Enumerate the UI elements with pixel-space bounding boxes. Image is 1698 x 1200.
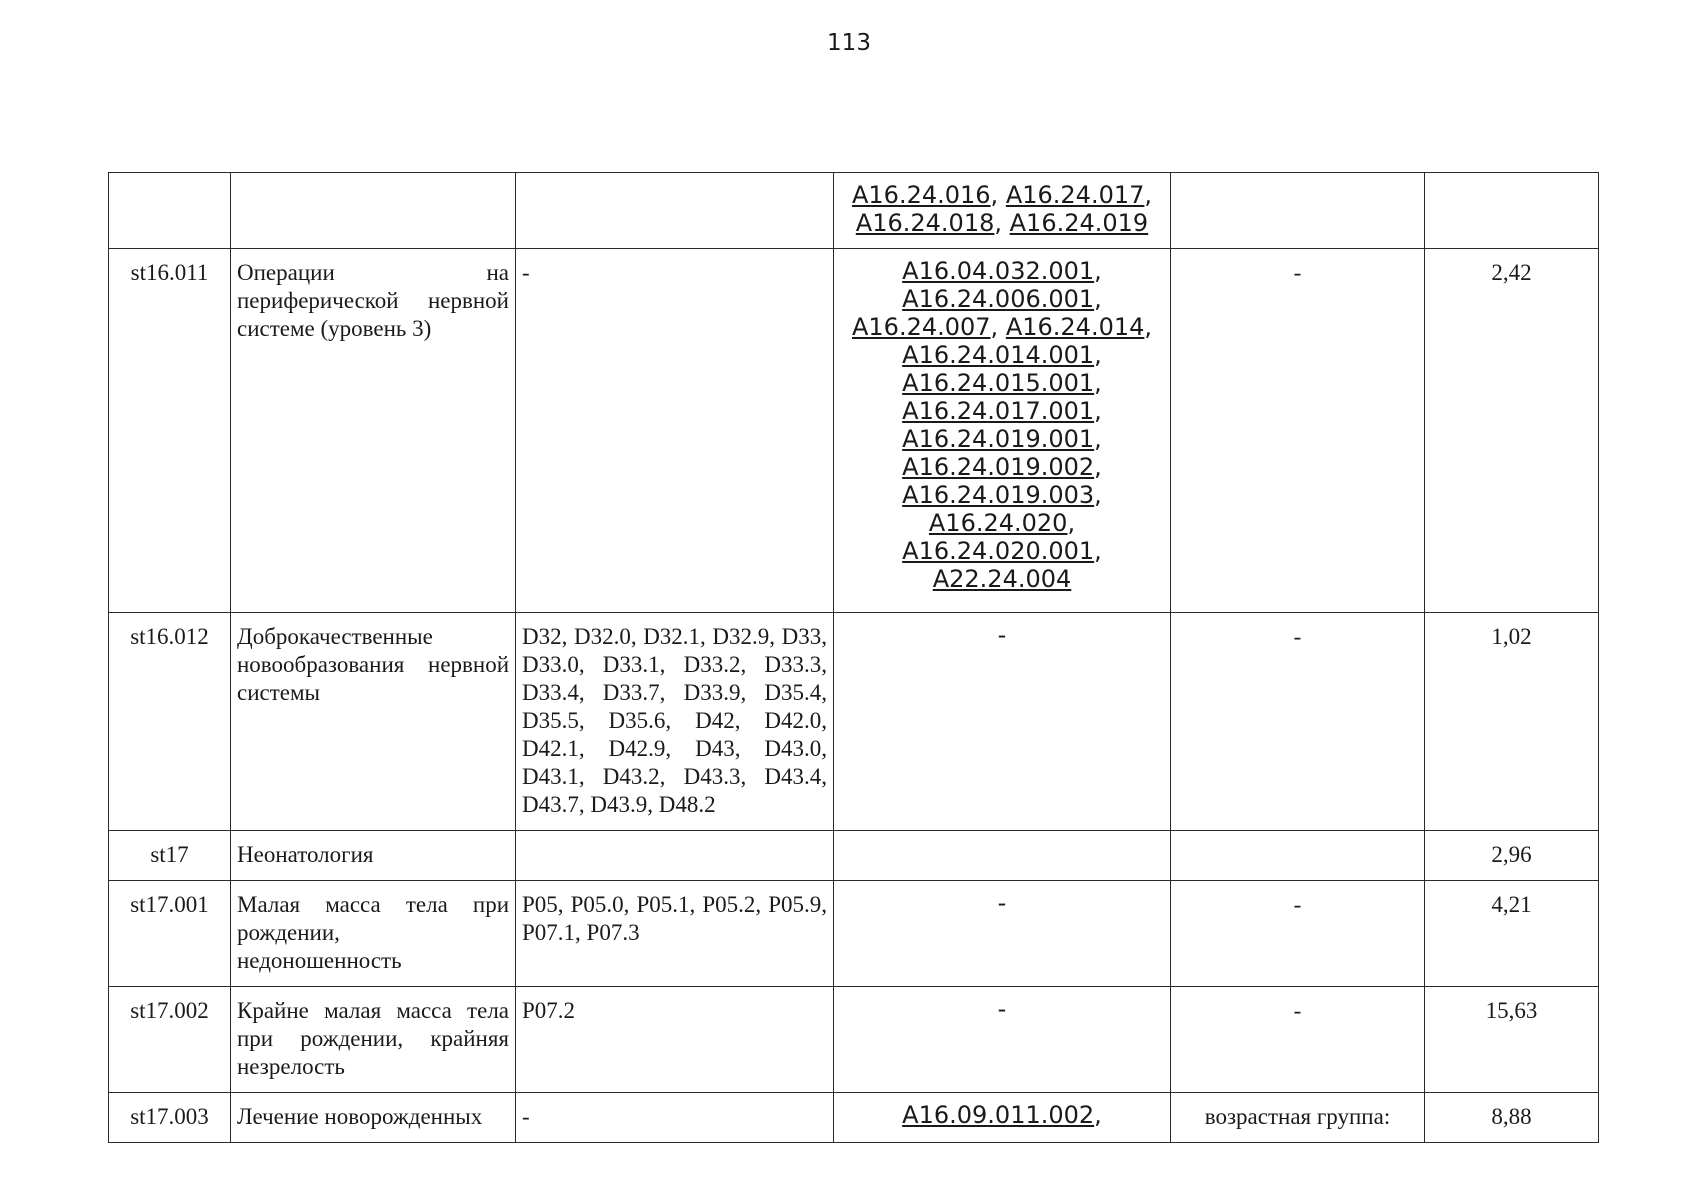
operation-code-link[interactable]: A16.24.019.001 xyxy=(902,425,1095,453)
row-name-cell: Крайне малая масса тела при рождении, крайняя незрелость xyxy=(231,987,516,1093)
operation-code-link[interactable]: A16.24.019.003 xyxy=(902,481,1095,509)
row-criteria-cell xyxy=(1171,173,1425,249)
row-operations-cell xyxy=(834,1093,1171,1143)
row-name-cell: Малая масса тела при рождении, недоношенность xyxy=(231,881,516,987)
operations-line: A16.24.019.001, xyxy=(902,425,1102,453)
row-criteria-cell: - xyxy=(1171,249,1425,613)
table-row xyxy=(109,173,1599,249)
row-operations-cell xyxy=(834,987,1171,1093)
operations-line: A16.24.017.001, xyxy=(902,397,1102,425)
operation-code-link[interactable]: A16.24.015.001 xyxy=(902,369,1095,397)
row-criteria-cell xyxy=(1171,831,1425,881)
table-row xyxy=(109,249,1599,613)
operations-line: A16.24.016, A16.24.017, xyxy=(851,181,1153,209)
operations-line: A16.24.018, A16.24.019 xyxy=(855,209,1149,237)
operation-code-link[interactable]: A16.24.018 xyxy=(855,209,995,237)
row-coefficient-cell: 15,63 xyxy=(1425,987,1599,1093)
operations-line: A16.24.015.001, xyxy=(902,369,1102,397)
row-criteria-cell: возрастная группа: xyxy=(1171,1093,1425,1143)
row-code-cell: st17.002 xyxy=(109,987,231,1093)
row-diagnoses-cell: D32, D32.0, D32.1, D32.9, D33, D33.0, D33.1, D33.2, D33.3, D33.4, D33.7, D33.9, D35.4, D35.5, D35.6, D42, D42.0, D42.1, D42.9, D43, D43.0, D43.1, D43.2, D43.3, D43.4, D43.7, D43.9, D48.2 xyxy=(516,613,834,831)
operations-line xyxy=(840,995,1164,1023)
operation-code-link[interactable]: A16.24.016 xyxy=(851,181,991,209)
operation-code-link[interactable]: A16.24.014 xyxy=(1005,313,1145,341)
page-number: 113 xyxy=(827,30,871,56)
row-diagnoses-cell xyxy=(516,173,834,249)
operation-code-link[interactable]: A16.24.017.001 xyxy=(902,397,1095,425)
operation-dash: - xyxy=(997,889,1007,917)
operations-line: A16.09.011.002, xyxy=(902,1101,1102,1129)
row-coefficient-cell xyxy=(1425,173,1599,249)
operation-code-link[interactable]: A16.24.020.001 xyxy=(902,537,1095,565)
table-row xyxy=(109,831,1599,881)
row-criteria-cell: - xyxy=(1171,613,1425,831)
table-row xyxy=(109,613,1599,831)
row-code-cell xyxy=(109,173,231,249)
row-criteria-cell: - xyxy=(1171,881,1425,987)
row-code-cell: st16.011 xyxy=(109,249,231,613)
operation-code-link[interactable]: A16.24.019 xyxy=(1009,209,1149,237)
operations-line: A16.24.014.001, xyxy=(902,341,1102,369)
row-operations-cell xyxy=(834,173,1171,249)
operation-dash: - xyxy=(997,995,1007,1023)
operation-dash: - xyxy=(997,621,1007,649)
table-row xyxy=(109,987,1599,1093)
operations-line: A16.24.019.003, xyxy=(902,481,1102,509)
row-code-cell: st17 xyxy=(109,831,231,881)
operations-line: A16.24.020, xyxy=(928,509,1076,537)
operations-line: A16.24.019.002, xyxy=(902,453,1102,481)
operation-code-link[interactable]: A16.04.032.001 xyxy=(902,257,1095,285)
operation-code-link[interactable]: A16.24.007 xyxy=(851,313,991,341)
row-code-cell: st17.003 xyxy=(109,1093,231,1143)
row-code-cell: st17.001 xyxy=(109,881,231,987)
row-coefficient-cell: 1,02 xyxy=(1425,613,1599,831)
row-name-cell: Операции на периферической нервной системе (уровень 3) xyxy=(231,249,516,613)
operation-code-link[interactable]: A16.24.017 xyxy=(1005,181,1145,209)
operations-line: A16.04.032.001, xyxy=(902,257,1102,285)
row-name-cell: Неонатология xyxy=(231,831,516,881)
operations-line xyxy=(840,621,1164,649)
row-operations-cell xyxy=(834,831,1171,881)
row-operations-cell xyxy=(834,881,1171,987)
row-diagnoses-cell: P05, P05.0, P05.1, P05.2, P05.9, P07.1, P07.3 xyxy=(516,881,834,987)
operations-line: A16.24.006.001, xyxy=(902,285,1102,313)
row-diagnoses-cell xyxy=(516,831,834,881)
row-diagnoses-cell: P07.2 xyxy=(516,987,834,1093)
operations-line xyxy=(840,565,1164,593)
row-operations-cell xyxy=(834,613,1171,831)
operations-line xyxy=(840,889,1164,917)
operation-code-link[interactable]: A16.09.011.002 xyxy=(902,1101,1095,1129)
row-name-cell: Доброкачественные новообразования нервной системы xyxy=(231,613,516,831)
row-criteria-cell: - xyxy=(1171,987,1425,1093)
row-diagnoses-cell: - xyxy=(516,1093,834,1143)
row-coefficient-cell: 4,21 xyxy=(1425,881,1599,987)
row-diagnoses-cell: - xyxy=(516,249,834,613)
table-row xyxy=(109,1093,1599,1143)
row-name-cell xyxy=(231,173,516,249)
row-coefficient-cell: 2,42 xyxy=(1425,249,1599,613)
row-name-cell: Лечение новорожденных xyxy=(231,1093,516,1143)
row-coefficient-cell: 8,88 xyxy=(1425,1093,1599,1143)
row-code-cell: st16.012 xyxy=(109,613,231,831)
table-body xyxy=(109,173,1599,1143)
operation-code-link[interactable]: A16.24.020 xyxy=(928,509,1068,537)
operation-code-link[interactable]: A16.24.014.001 xyxy=(902,341,1095,369)
operation-code-link[interactable]: A22.24.004 xyxy=(932,565,1072,593)
operation-code-link[interactable]: A16.24.006.001 xyxy=(902,285,1095,313)
table-row xyxy=(109,881,1599,987)
operations-line: A16.24.020.001, xyxy=(902,537,1102,565)
operation-code-link[interactable]: A16.24.019.002 xyxy=(902,453,1095,481)
row-coefficient-cell: 2,96 xyxy=(1425,831,1599,881)
tariff-table xyxy=(108,172,1599,1143)
operations-line: A16.24.007, A16.24.014, xyxy=(851,313,1153,341)
row-operations-cell xyxy=(834,249,1171,613)
